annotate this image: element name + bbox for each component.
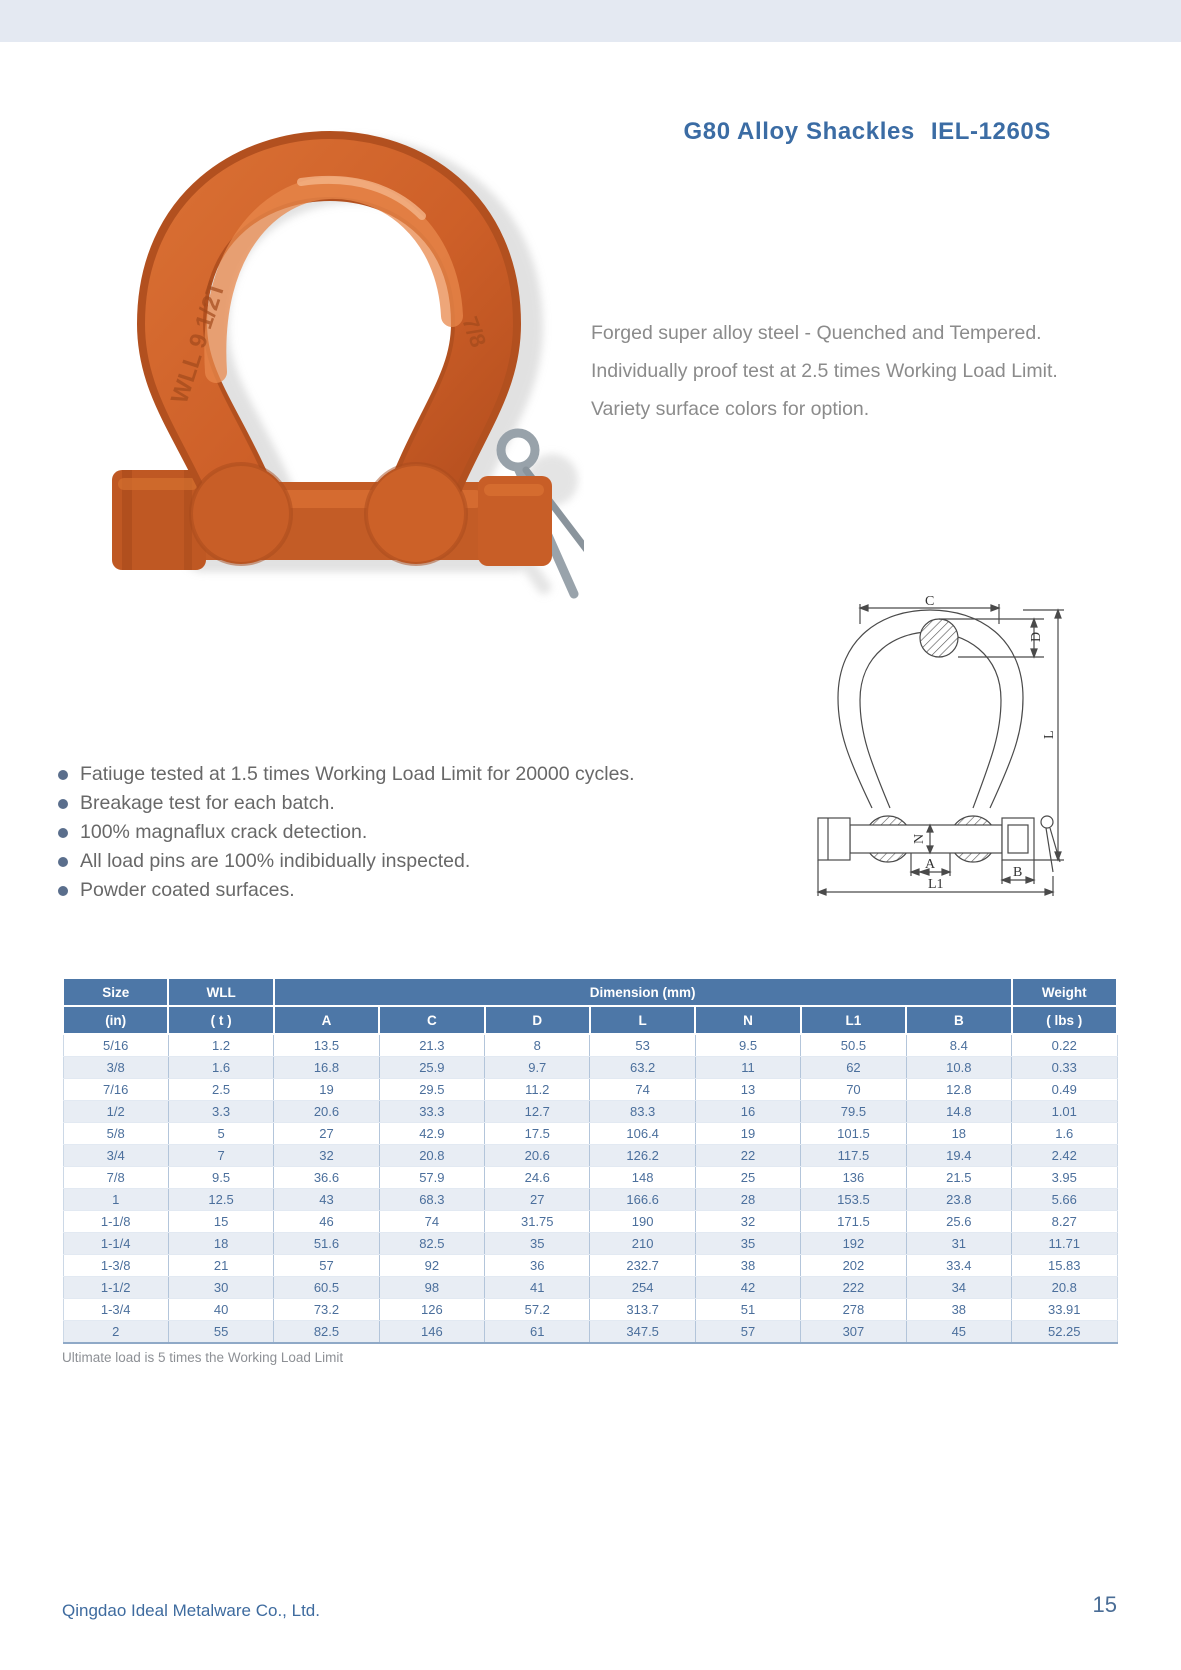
table-cell: 1/2: [63, 1101, 168, 1123]
table-cell: 46: [274, 1211, 379, 1233]
table-cell: 146: [379, 1321, 484, 1344]
product-photo: [66, 120, 584, 604]
col-header-wll-unit: ( t ): [168, 1006, 273, 1034]
table-cell: 106.4: [590, 1123, 695, 1145]
drawing-crown-section: [920, 619, 958, 657]
table-cell: 27: [485, 1189, 590, 1211]
table-cell: 2.5: [168, 1079, 273, 1101]
table-cell: 9.5: [695, 1034, 800, 1057]
table-cell: 1: [63, 1189, 168, 1211]
col-header-wll: WLL: [168, 978, 273, 1006]
table-cell: 0.49: [1012, 1079, 1117, 1101]
product-name: G80 Alloy Shackles: [683, 118, 915, 145]
table-cell: 1-1/8: [63, 1211, 168, 1233]
table-cell: 232.7: [590, 1255, 695, 1277]
table-cell: 32: [274, 1145, 379, 1167]
table-cell: 166.6: [590, 1189, 695, 1211]
table-row: [63, 1299, 1117, 1321]
table-cell: 8.27: [1012, 1211, 1117, 1233]
table-cell: 192: [801, 1233, 906, 1255]
table-cell: 61: [485, 1321, 590, 1344]
table-cell: 1.01: [1012, 1101, 1117, 1123]
page-title: [684, 118, 1052, 146]
table-cell: 18: [168, 1233, 273, 1255]
table-row: [63, 1277, 1117, 1299]
product-model: IEL-1260S: [930, 118, 1051, 145]
table-cell: 28: [695, 1189, 800, 1211]
table-cell: 12.7: [485, 1101, 590, 1123]
feature-text: Fatiuge tested at 1.5 times Working Load Limit for 20000 cycles.: [80, 763, 635, 785]
table-footnote: Ultimate load is 5 times the Working Load Limit: [62, 1350, 344, 1365]
table-subheader-row: [63, 1006, 1117, 1034]
table-cell: 148: [590, 1167, 695, 1189]
col-header-l1: L1: [801, 1006, 906, 1034]
table-cell: 2: [63, 1321, 168, 1344]
table-cell: 50.5: [801, 1034, 906, 1057]
table-cell: 33.4: [906, 1255, 1011, 1277]
table-cell: 3.3: [168, 1101, 273, 1123]
table-cell: 35: [695, 1233, 800, 1255]
table-row: [63, 1079, 1117, 1101]
table-cell: 23.8: [906, 1189, 1011, 1211]
table-cell: 62: [801, 1057, 906, 1079]
table-cell: 38: [695, 1255, 800, 1277]
col-header-l: L: [590, 1006, 695, 1034]
feature-item: [58, 876, 635, 905]
drawing-label-l: L: [1042, 730, 1057, 739]
table-cell: 2.42: [1012, 1145, 1117, 1167]
table-cell: 73.2: [274, 1299, 379, 1321]
table-cell: 1.6: [1012, 1123, 1117, 1145]
table-cell: 171.5: [801, 1211, 906, 1233]
table-cell: 210: [590, 1233, 695, 1255]
table-cell: 29.5: [379, 1079, 484, 1101]
shackle-pin: [112, 470, 552, 570]
table-cell: 278: [801, 1299, 906, 1321]
table-cell: 70: [801, 1079, 906, 1101]
table-row: [63, 1211, 1117, 1233]
description-line: Individually proof test at 2.5 times Working Load Limit.: [591, 360, 1058, 382]
bow-marking-left: WLL 9 1/2T: [166, 278, 231, 407]
table-cell: 17.5: [485, 1123, 590, 1145]
table-cell: 1.6: [168, 1057, 273, 1079]
footer-company-name: Qingdao Ideal Metalware Co., Ltd.: [62, 1601, 320, 1620]
table-cell: 9.5: [168, 1167, 273, 1189]
table-header-row: [63, 978, 1117, 1006]
feature-text: 100% magnaflux crack detection.: [80, 821, 368, 843]
table-cell: 5/8: [63, 1123, 168, 1145]
technical-drawing: [806, 594, 1072, 900]
table-cell: 16.8: [274, 1057, 379, 1079]
table-cell: 53: [590, 1034, 695, 1057]
table-cell: 79.5: [801, 1101, 906, 1123]
col-header-weight: Weight: [1012, 978, 1117, 1006]
table-cell: 8: [485, 1034, 590, 1057]
feature-text: Breakage test for each batch.: [80, 792, 335, 814]
table-cell: 11.2: [485, 1079, 590, 1101]
table-row: [63, 1167, 1117, 1189]
table-row: [63, 1057, 1117, 1079]
table-cell: 32: [695, 1211, 800, 1233]
table-cell: 25.6: [906, 1211, 1011, 1233]
table-cell: 1-1/4: [63, 1233, 168, 1255]
col-header-b: B: [906, 1006, 1011, 1034]
table-cell: 42.9: [379, 1123, 484, 1145]
table-cell: 3/8: [63, 1057, 168, 1079]
table-cell: 31.75: [485, 1211, 590, 1233]
table-cell: 35: [485, 1233, 590, 1255]
table-cell: 74: [379, 1211, 484, 1233]
table-cell: 82.5: [379, 1233, 484, 1255]
table-cell: 92: [379, 1255, 484, 1277]
table-cell: 51: [695, 1299, 800, 1321]
description-line: Variety surface colors for option.: [591, 398, 870, 420]
table-cell: 33.3: [379, 1101, 484, 1123]
table-cell: 33.91: [1012, 1299, 1117, 1321]
table-cell: 74: [590, 1079, 695, 1101]
table-cell: 83.3: [590, 1101, 695, 1123]
table-cell: 19: [695, 1123, 800, 1145]
drawing-label-c: C: [925, 594, 935, 609]
feature-item: [58, 847, 635, 876]
product-description: [591, 314, 1071, 428]
spec-table-container: [62, 977, 1118, 1365]
table-cell: 12.5: [168, 1189, 273, 1211]
table-cell: 18: [906, 1123, 1011, 1145]
table-cell: 55: [168, 1321, 273, 1344]
table-cell: 52.25: [1012, 1321, 1117, 1344]
bullet-icon: [58, 828, 68, 838]
table-cell: 68.3: [379, 1189, 484, 1211]
description-line: Forged super alloy steel - Quenched and Tempered.: [591, 322, 1042, 344]
feature-text: Powder coated surfaces.: [80, 879, 295, 901]
table-cell: 51.6: [274, 1233, 379, 1255]
feature-item: [58, 818, 635, 847]
table-cell: 15: [168, 1211, 273, 1233]
bullet-icon: [58, 770, 68, 780]
table-cell: 36: [485, 1255, 590, 1277]
feature-list: [58, 760, 635, 905]
table-cell: 13: [695, 1079, 800, 1101]
table-cell: 202: [801, 1255, 906, 1277]
col-header-size: Size: [63, 978, 168, 1006]
drawing-label-d: D: [1029, 631, 1044, 642]
table-cell: 5/16: [63, 1034, 168, 1057]
table-row: [63, 1255, 1117, 1277]
table-cell: 3/4: [63, 1145, 168, 1167]
bullet-icon: [58, 857, 68, 867]
col-header-a: A: [274, 1006, 379, 1034]
table-cell: 15.83: [1012, 1255, 1117, 1277]
feature-item: [58, 789, 635, 818]
spec-table: [62, 977, 1118, 1344]
table-cell: 1-1/2: [63, 1277, 168, 1299]
table-cell: 7: [168, 1145, 273, 1167]
drawing-label-a: A: [925, 857, 936, 872]
table-cell: 126: [379, 1299, 484, 1321]
table-cell: 13.5: [274, 1034, 379, 1057]
table-cell: 34: [906, 1277, 1011, 1299]
feature-item: [58, 760, 635, 789]
table-cell: 136: [801, 1167, 906, 1189]
table-cell: 8.4: [906, 1034, 1011, 1057]
table-cell: 347.5: [590, 1321, 695, 1344]
table-cell: 31: [906, 1233, 1011, 1255]
table-cell: 21.5: [906, 1167, 1011, 1189]
drawing-cotter-pin: [1041, 816, 1053, 828]
page-number: 15: [1092, 1592, 1117, 1617]
col-header-n: N: [695, 1006, 800, 1034]
table-cell: 11.71: [1012, 1233, 1117, 1255]
table-cell: 36.6: [274, 1167, 379, 1189]
shackle-photo-illustration: [66, 120, 584, 604]
table-cell: 42: [695, 1277, 800, 1299]
table-cell: 20.6: [274, 1101, 379, 1123]
table-cell: 20.8: [1012, 1277, 1117, 1299]
table-cell: 57: [274, 1255, 379, 1277]
table-cell: 126.2: [590, 1145, 695, 1167]
table-cell: 5.66: [1012, 1189, 1117, 1211]
table-cell: 45: [906, 1321, 1011, 1344]
table-cell: 22: [695, 1145, 800, 1167]
table-cell: 307: [801, 1321, 906, 1344]
table-cell: 12.8: [906, 1079, 1011, 1101]
table-cell: 1-3/4: [63, 1299, 168, 1321]
drawing-bow-inner: [860, 632, 1001, 808]
table-body: [63, 1034, 1117, 1343]
table-row: [63, 1123, 1117, 1145]
drawing-hex-nut-left: [818, 818, 850, 860]
table-cell: 30: [168, 1277, 273, 1299]
table-row: [63, 1034, 1117, 1057]
table-cell: 57: [695, 1321, 800, 1344]
table-cell: 9.7: [485, 1057, 590, 1079]
drawing-label-b: B: [1013, 865, 1023, 880]
table-cell: 222: [801, 1277, 906, 1299]
table-cell: 7/16: [63, 1079, 168, 1101]
table-cell: 313.7: [590, 1299, 695, 1321]
table-cell: 7/8: [63, 1167, 168, 1189]
bullet-icon: [58, 886, 68, 896]
table-row: [63, 1233, 1117, 1255]
col-header-c: C: [379, 1006, 484, 1034]
table-cell: 1.2: [168, 1034, 273, 1057]
table-cell: 38: [906, 1299, 1011, 1321]
table-cell: 43: [274, 1189, 379, 1211]
table-cell: 21: [168, 1255, 273, 1277]
table-cell: 101.5: [801, 1123, 906, 1145]
drawing-label-l1: L1: [928, 877, 944, 892]
table-cell: 0.33: [1012, 1057, 1117, 1079]
feature-text: All load pins are 100% indibidually inspected.: [80, 850, 471, 872]
table-cell: 24.6: [485, 1167, 590, 1189]
table-cell: 153.5: [801, 1189, 906, 1211]
table-cell: 3.95: [1012, 1167, 1117, 1189]
table-cell: 19: [274, 1079, 379, 1101]
table-cell: 57.2: [485, 1299, 590, 1321]
table-cell: 40: [168, 1299, 273, 1321]
table-cell: 11: [695, 1057, 800, 1079]
table-cell: 60.5: [274, 1277, 379, 1299]
col-header-dimension: Dimension (mm): [274, 978, 1012, 1006]
col-header-size-unit: (in): [63, 1006, 168, 1034]
table-row: [63, 1145, 1117, 1167]
table-row: [63, 1189, 1117, 1211]
table-cell: 1-3/8: [63, 1255, 168, 1277]
table-row: [63, 1321, 1117, 1344]
table-cell: 117.5: [801, 1145, 906, 1167]
table-cell: 10.8: [906, 1057, 1011, 1079]
table-cell: 16: [695, 1101, 800, 1123]
table-cell: 63.2: [590, 1057, 695, 1079]
table-cell: 41: [485, 1277, 590, 1299]
bullet-icon: [58, 799, 68, 809]
table-cell: 25: [695, 1167, 800, 1189]
bow-marking-right: 7/8: [457, 313, 492, 351]
table-cell: 19.4: [906, 1145, 1011, 1167]
table-cell: 5: [168, 1123, 273, 1145]
table-cell: 57.9: [379, 1167, 484, 1189]
table-row: [63, 1101, 1117, 1123]
table-cell: 254: [590, 1277, 695, 1299]
table-cell: 21.3: [379, 1034, 484, 1057]
table-cell: 25.9: [379, 1057, 484, 1079]
table-cell: 82.5: [274, 1321, 379, 1344]
col-header-d: D: [485, 1006, 590, 1034]
table-cell: 27: [274, 1123, 379, 1145]
table-cell: 0.22: [1012, 1034, 1117, 1057]
table-cell: 190: [590, 1211, 695, 1233]
table-cell: 20.6: [485, 1145, 590, 1167]
table-cell: 14.8: [906, 1101, 1011, 1123]
col-header-weight-unit: ( lbs ): [1012, 1006, 1117, 1034]
table-cell: 98: [379, 1277, 484, 1299]
drawing-label-n: N: [912, 833, 927, 844]
table-cell: 20.8: [379, 1145, 484, 1167]
top-bar: [0, 0, 1181, 42]
